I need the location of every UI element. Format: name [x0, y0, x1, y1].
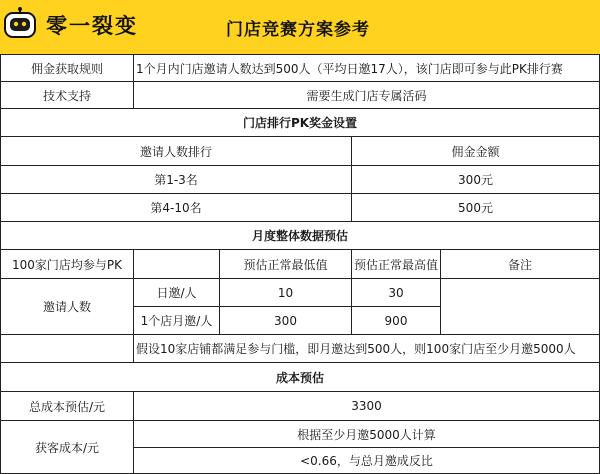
ranking-header-amount: 佣金金额: [351, 136, 600, 166]
invite-row-min: 300: [219, 306, 352, 335]
header-bar: [0, 0, 600, 54]
tech-support-label: 技术支持: [0, 81, 134, 109]
commission-rule-value: 1个月内门店邀请人数达到500人（平均日邀17人），该门店即可参与此PK排行赛: [133, 54, 600, 82]
total-cost-value: 3300: [133, 391, 600, 421]
total-cost-label: 总成本预估/元: [0, 391, 134, 421]
invite-row-label: 1个店月邀/人: [133, 306, 220, 335]
monthly-header-max: 预估正常最高值: [351, 249, 441, 279]
plan-table: [0, 54, 600, 474]
monthly-header-scope: 100家门店均参与PK: [0, 249, 134, 279]
monthly-header-note: 备注: [440, 249, 600, 279]
ranking-row-amount: 500元: [351, 193, 600, 222]
assumption-label-cell: [0, 334, 134, 363]
ranking-row-rank: 第4-10名: [0, 193, 352, 222]
invite-row-max: 900: [351, 306, 441, 335]
invite-row-max: 30: [351, 278, 441, 307]
invite-row-min: 10: [219, 278, 352, 307]
ranking-section-title: 门店排行PK奖金设置: [0, 108, 600, 137]
acq-cost-label: 获客成本/元: [0, 420, 134, 474]
invite-count-label: 邀请人数: [0, 278, 134, 335]
invite-row-label: 日邀/人: [133, 278, 220, 307]
acq-cost-value: <0.66，与总月邀成反比: [133, 447, 600, 474]
monthly-header-blank: [133, 249, 220, 279]
brand-name: 零一裂变: [46, 14, 138, 38]
monthly-section-title: 月度整体数据预估: [0, 221, 600, 250]
robot-logo-icon: [3, 7, 37, 41]
acq-cost-basis: 根据至少月邀5000人计算: [133, 420, 600, 448]
monthly-header-min: 预估正常最低值: [219, 249, 352, 279]
commission-rule-label: 佣金获取规则: [0, 54, 134, 82]
ranking-row-amount: 300元: [351, 165, 600, 194]
assumption-note: 假设10家店铺都满足参与门槛，即月邀达到500人，则100家门店至少月邀5000人: [133, 334, 600, 363]
ranking-header-rank: 邀请人数排行: [0, 136, 352, 166]
cost-section-title: 成本预估: [0, 362, 600, 392]
invite-note-cell: [440, 278, 600, 335]
ranking-row-rank: 第1-3名: [0, 165, 352, 194]
tech-support-value: 需要生成门店专属活码: [133, 81, 600, 109]
page-title: 门店竞赛方案参考: [226, 20, 370, 40]
